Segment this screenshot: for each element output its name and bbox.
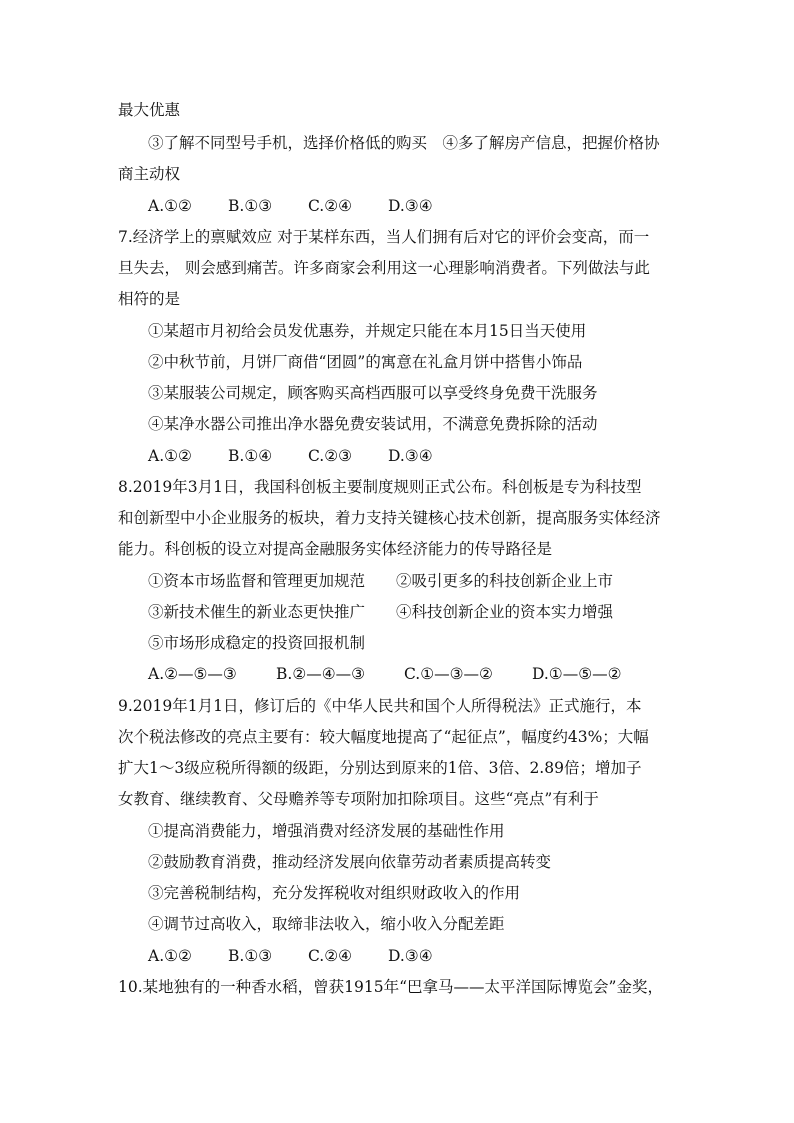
option-b: B.①③ bbox=[228, 947, 273, 965]
q8-stem: 能力。科创板的设立对提高金融服务实体经济能力的传导路径是 bbox=[118, 540, 553, 558]
option-a: A.①② bbox=[148, 947, 192, 965]
q8-statement: ⑤市场形成稳定的投资回报机制 bbox=[148, 634, 366, 652]
q9-stem: 女教育、继续教育、父母赡养等专项附加扣除项目。这些“亮点”有利于 bbox=[118, 790, 599, 808]
q9-stem: 扩大1～3级应税所得额的级距，分别达到原来的1倍、3倍、2.89倍；增加子 bbox=[118, 759, 642, 777]
q10-stem: 10.某地独有的一种香水稻，曾获1915年“巴拿马——太平洋国际博览会”金奖， bbox=[118, 978, 663, 996]
option-b: B.②—④—③ bbox=[276, 665, 366, 683]
q8-statement: ③新技术催生的新业态更快推广 ④科技创新企业的资本实力增强 bbox=[148, 603, 614, 621]
option-c: C.②③ bbox=[308, 447, 353, 465]
text-line: 商主动权 bbox=[118, 165, 181, 183]
option-a: A.②—⑤—③ bbox=[148, 665, 237, 683]
option-d: D.①—⑤—② bbox=[532, 665, 622, 683]
q9-statement: ②鼓励教育消费，推动经济发展向依靠劳动者素质提高转变 bbox=[148, 853, 552, 871]
q9-statement: ①提高消费能力，增强消费对经济发展的基础性作用 bbox=[148, 822, 505, 840]
option-c: C.②④ bbox=[308, 197, 353, 215]
q7-options bbox=[148, 446, 468, 466]
q7-statement: ④某净水器公司推出净水器免费安装试用，不满意免费拆除的活动 bbox=[148, 415, 598, 433]
text-line: 最大优惠 bbox=[118, 101, 181, 119]
text-line: ③了解不同型号手机，选择价格低的购买 ④多了解房产信息，把握价格协 bbox=[148, 134, 660, 152]
option-b: B.①④ bbox=[228, 447, 273, 465]
q7-statement: ③某服装公司规定，顾客购买高档西服可以享受终身免费干洗服务 bbox=[148, 384, 598, 402]
option-c: C.①—③—② bbox=[404, 665, 493, 683]
option-c: C.②④ bbox=[308, 947, 353, 965]
q8-statement: ①资本市场监督和管理更加规范 ②吸引更多的科技创新企业上市 bbox=[148, 572, 614, 590]
q7-stem: 7.经济学上的禀赋效应 对于某样东西，当人们拥有后对它的评价会变高，而一 bbox=[118, 228, 650, 246]
option-d: D.③④ bbox=[388, 947, 433, 965]
option-d: D.③④ bbox=[388, 197, 433, 215]
q8-options bbox=[148, 664, 660, 684]
option-a: A.①② bbox=[148, 447, 192, 465]
q9-options bbox=[148, 946, 468, 966]
q7-statement: ②中秋节前，月饼厂商借“团圆”的寓意在礼盒月饼中搭售小饰品 bbox=[148, 353, 583, 371]
q7-stem: 旦失去， 则会感到痛苦。许多商家会利用这一心理影响消费者。下列做法与此 bbox=[118, 259, 650, 277]
q8-stem: 8.2019年3月1日，我国科创板主要制度规则正式公布。科创板是专为科技型 bbox=[118, 478, 642, 496]
q9-statement: ④调节过高收入，取缔非法收入，缩小收入分配差距 bbox=[148, 915, 505, 933]
q7-statement: ①某超市月初给会员发优惠券，并规定只能在本月15日当天使用 bbox=[148, 322, 587, 340]
q9-stem: 9.2019年1月1日，修订后的《中华人民共和国个人所得税法》正式施行，本 bbox=[118, 697, 642, 715]
q8-stem: 和创新型中小企业服务的板块，着力支持关键核心技术创新，提高服务实体经济 bbox=[118, 509, 661, 527]
q9-stem: 次个税法修改的亮点主要有：较大幅度地提高了“起征点”，幅度约43%；大幅 bbox=[118, 728, 649, 746]
q7-stem: 相符的是 bbox=[118, 290, 181, 308]
option-d: D.③④ bbox=[388, 447, 433, 465]
option-b: B.①③ bbox=[228, 197, 273, 215]
q9-statement: ③完善税制结构，充分发挥税收对组织财政收入的作用 bbox=[148, 884, 521, 902]
q6-options bbox=[148, 196, 468, 216]
option-a: A.①② bbox=[148, 197, 192, 215]
